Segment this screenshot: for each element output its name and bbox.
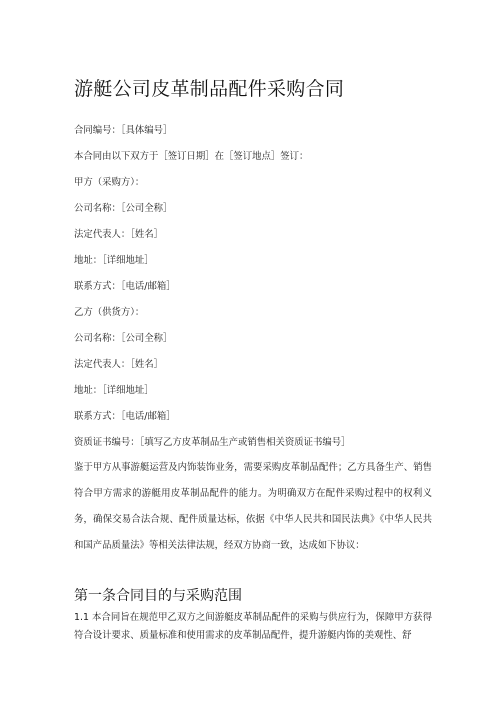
party-a-legal-representative: 法定代表人：［姓名］ <box>74 229 164 240</box>
signing-info-line: 本合同由以下双方于［签订日期］在［签订地点］签订： <box>74 151 309 162</box>
preamble-paragraph: 鉴于甲方从事游艇运营及内饰装饰业务，需要采购皮革制品配件；乙方具备生产、销售符合甲方需求的游艇用皮革制品配件的能力。为明确双方在配件采购过程中的权利义务，确保交易合法合规、配件质量达标，依据《中华人民共和国民法典》《中华人民共和国产品质量法》等相关法律法规，经双方协商一致，达成如下协议： <box>74 462 432 551</box>
party-b-legal-representative: 法定代表人：［姓名］ <box>74 359 164 370</box>
party-a-heading: 甲方（采购方）： <box>74 177 145 188</box>
document-title: 游艇公司皮革制品配件采购合同 <box>74 78 345 100</box>
section-1-heading: 第一条合同目的与采购范围 <box>74 588 242 604</box>
party-b-certificate-number: 资质证书编号：［填写乙方皮革制品生产或销售相关资质证书编号］ <box>74 437 351 448</box>
party-b-contact: 联系方式：［电话/邮箱］ <box>74 411 176 422</box>
party-a-contact: 联系方式：［电话/邮箱］ <box>74 281 176 292</box>
party-a-address: 地址：［详细地址］ <box>74 255 154 266</box>
clause-1-1: 1.1 本合同旨在规范甲乙双方之间游艇皮革制品配件的采购与供应行为，保障甲方获得符合设计要求、质量标准和使用需求的皮革制品配件，提升游艇内饰的美观性、舒 <box>74 612 432 641</box>
contract-number-line: 合同编号：［具体编号］ <box>74 125 173 136</box>
party-b-company-name: 公司名称：［公司全称］ <box>74 333 173 344</box>
party-a-company-name: 公司名称：［公司全称］ <box>74 203 173 214</box>
party-b-address: 地址：［详细地址］ <box>74 385 154 396</box>
party-b-heading: 乙方（供货方）： <box>74 307 145 318</box>
